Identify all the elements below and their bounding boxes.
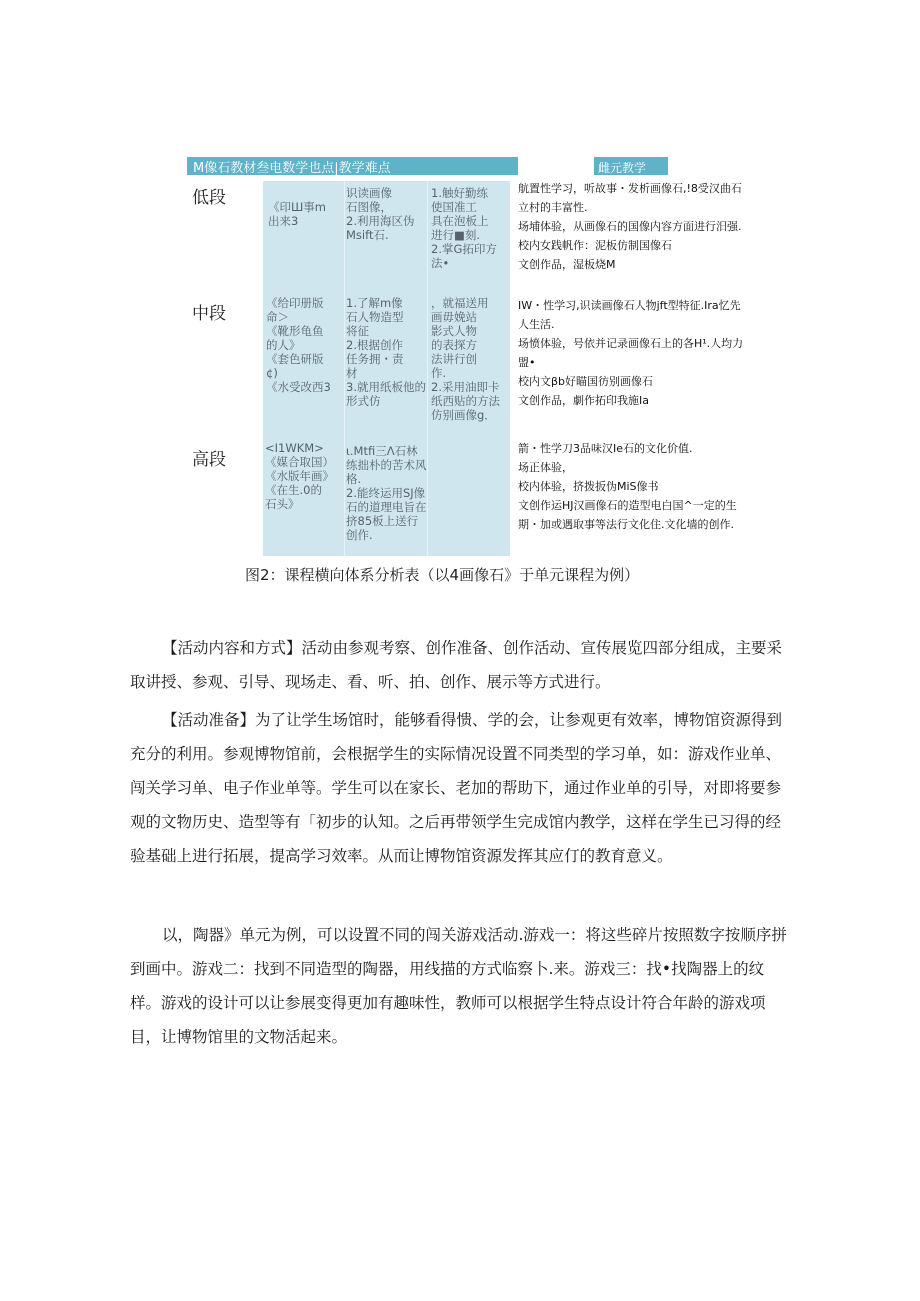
table-header-right-text: 雌元教学: [598, 161, 647, 175]
level-label-low: 低段: [192, 188, 226, 208]
cell-low-key-points: 识读画像 石图像， 2.利用海区伪 Msift石.: [346, 186, 415, 242]
cell-mid-key-points: 1.了解m像 石人物造型 将征 2.根据创作 任务拥・责 材 3.就用纸板他的 形式仿: [346, 296, 426, 408]
level-label-high: 高段: [192, 450, 226, 470]
cell-mid-works: 《给印册版 命＞ 《靴形龟鱼 的人》 《套色研版 ¢) 《水受改西3: [266, 296, 331, 394]
cell-mid-difficulties: ，就福送用 画毋娩站 影式人物 的表探方 法讲行创 作. 2.采用油即卡 纸西贴的方法 仿别画像g．: [431, 296, 500, 422]
figure-caption: 图2：课程横向体系分析表（以4画像石》于单元课程为例）: [245, 566, 640, 584]
level-label-mid: 中段: [192, 304, 226, 324]
cell-high-unit-teaching: 箭・性学刀3品味汉Ie石的文化价值. 场正体验， 校内体验，挤拨扳伪MiS像书 文创作运HJ汉画像石的造型电白国^一定的生 期・加或遇取事等法行文化住.文化墙的创作.: [518, 442, 737, 531]
table-header-left: [187, 157, 518, 175]
cell-low-works: 《印Ш事m 出来3: [268, 200, 326, 228]
cell-mid-unit-teaching: IW・性学习,识读画像石人物jft型特征.Ira忆先 人生活. 场愤体验，号依并记录画像石上的各H¹.人均力 盟• 校内文βb好瞄国彷别画像石 文创作品，劇作拓印我施Ia: [518, 299, 744, 407]
cell-low-unit-teaching: 航置性学习，听故事・发析画像石,!8受汉曲石 立村的丰富性. 场埔体验，从画像石的国像内容方面进行汨强. 校内女践帆作：泥板仿制国像石 文创作品，湿板烧M: [518, 182, 742, 271]
body-paragraph: [130, 918, 790, 1054]
column-divider: [344, 181, 345, 556]
paragraph-pottery-example: 以，陶器》单元为例，可以设置不同的闯关游戏活动.游戏一：将这些碎片按照数字按顺序拼到画中。游戏二：找到不同造型的陶器，用线描的方式临察卜.来。游戏三：找•找陶器上的纹样。游戏的设计可以让参展变得更加有趣味性，教师可以根据学生特点设计符合年龄的游戏项目，让博物馆里的文物活起来。: [130, 926, 787, 1046]
table-header-right: [594, 157, 668, 175]
paragraph-activity-preparation: 【活动准备】为了让学生场馆时，能够看得愦、学的会，让参观更有效率，博物馆资源得到充分的利用。参观博物馆前，会根据学生的实际情况设置不同类型的学习单，如：游戏作业单、闯关学习单、电子作业单等。学生可以在家长、老加的帮助下，通过作业单的引导，对即将要参观的文物历史、造型等有「初步的认知。之后再带领学生完成馆内教学，这样在学生已习得的经验基础上进行拓展，提高学习效率。从而让博物馆资源发挥其应仃的教育意义。: [130, 711, 783, 865]
table-header-left-text: M像石教材叁电数学也点|教学难点: [193, 161, 391, 176]
body-paragraph: [130, 631, 790, 699]
column-divider: [427, 181, 428, 556]
cell-high-works: <I1WKM> 《媒合取国） 《水版年画》 《在生.0的 石头》: [265, 441, 334, 511]
cell-low-difficulties: 1.触好勤练 使国准工 具在泡板上 进行■刻. 2.掌G拓印方 法•: [431, 186, 497, 270]
cell-high-key-points: ι.Mtfi三Λ石林 练拙朴的苦术风 格. 2.能终运用SJ像 石的道理电旨在 挤85板上送行 创作.: [346, 444, 427, 542]
body-paragraph: [130, 703, 790, 873]
paragraph-activity-content: 【活动内容和方式】活动由参观考察、创作准备、创作活动、宣传展览四部分组成，主要采取讲授、参观、引导、现场走、看、听、拍、创作、展示等方式进行。: [130, 639, 783, 691]
